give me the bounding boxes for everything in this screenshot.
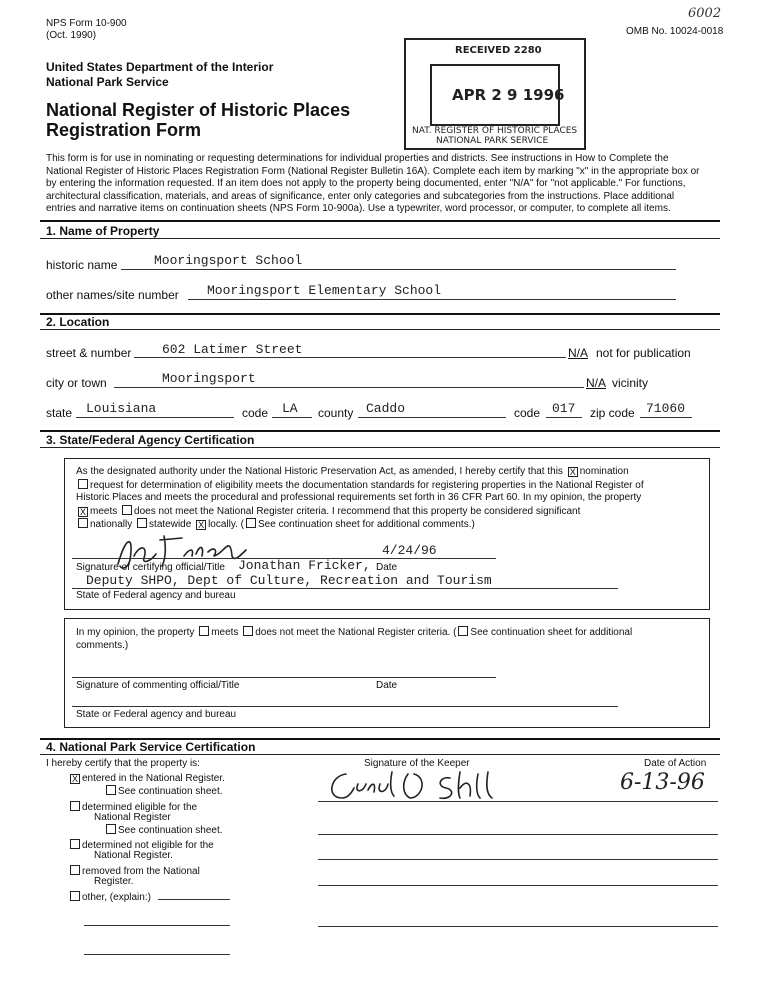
meets-checkbox[interactable]: X	[79, 506, 86, 517]
section2-bottom-rule	[40, 329, 720, 330]
action-date-value: 6-13-96	[620, 770, 705, 795]
omb-number: OMB No. 10024-0018	[626, 26, 724, 37]
state-line	[76, 417, 234, 418]
section3-bottom-rule	[40, 447, 720, 448]
vicinity-na: N/A	[586, 376, 607, 390]
section1-top-rule	[40, 220, 720, 222]
eligible-cont-option[interactable]: See continuation sheet.	[104, 824, 223, 837]
comment-date-label: Date	[376, 680, 398, 691]
signer-title: Deputy SHPO, Dept of Culture, Recreation and Tourism	[86, 573, 492, 588]
keeper-line-2	[318, 834, 718, 835]
other-explain-line-2	[84, 925, 230, 926]
other-explain-line	[158, 899, 230, 900]
other-explain-line-3	[84, 954, 230, 955]
comment-signature-label: Signature of commenting official/Title	[76, 680, 240, 691]
section3-heading: 3. State/Federal Agency Certification	[46, 433, 255, 447]
stamp-line1: NAT. REGISTER OF HISTORIC PLACES	[412, 126, 578, 136]
vicinity-label: vicinity	[612, 376, 649, 390]
street-value: 602 Latimer Street	[162, 342, 303, 357]
historic-name-value: Mooringsport School	[154, 253, 303, 268]
form-title-line2: Registration Form	[46, 120, 202, 140]
agency-name: National Park Service	[46, 75, 169, 89]
stamp-line2: NATIONAL PARK SERVICE	[436, 136, 549, 146]
keeper-line-3	[318, 859, 718, 860]
request-checkbox[interactable]	[78, 479, 88, 489]
section1-bottom-rule	[40, 238, 720, 239]
other-names-value: Mooringsport Elementary School	[207, 283, 442, 298]
agency-line	[72, 588, 618, 589]
keeper-line-4	[318, 885, 718, 886]
street-line	[134, 357, 566, 358]
city-line	[114, 387, 584, 388]
nationally-checkbox[interactable]	[78, 518, 88, 528]
keeper-line-5	[318, 926, 718, 927]
county-value: Caddo	[366, 401, 406, 416]
opinion-meets-checkbox[interactable]	[199, 626, 209, 636]
section4-heading: 4. National Park Service Certification	[46, 740, 256, 754]
zip-label: zip code	[590, 406, 635, 420]
section4-bottom-rule	[40, 754, 720, 755]
state-agency-label: State of Federal agency and bureau	[76, 590, 236, 601]
intro-paragraph: This form is for use in nominating or requesting determinations for individual properties and districts. See instructions in How to Complete the National Register of Historic Places Registration Form (National Register Bulletin 16A). Complete each item by marking "x" in the appropriate box or by entering the information requested. If an item does not apply to the property being documented, enter "N/A" for "not applicable." For functions, architectural classification, materials, and areas of significance, enter only categories and subcategories from the instructions. Place additional entries and narrative items on continuation sheets (NPS Form 10-900a). Use a typewriter, word processor, or computer, to complete all items.	[46, 153, 700, 214]
keeper-signature	[322, 764, 532, 806]
locally-checkbox[interactable]: X	[198, 520, 205, 530]
entered-cont-checkbox[interactable]	[106, 785, 116, 795]
removed-checkbox[interactable]	[70, 865, 80, 875]
comment-signature-line	[72, 677, 496, 678]
eligible-checkbox[interactable]	[70, 801, 80, 811]
state-value: Louisiana	[86, 401, 157, 416]
entered-checkbox[interactable]: X	[71, 774, 78, 784]
keeper-label: Signature of the Keeper	[364, 758, 470, 769]
zip-value: 71060	[646, 401, 686, 416]
form-number: NPS Form 10-900	[46, 18, 127, 29]
entered-option[interactable]: X entered in the National Register.	[71, 773, 225, 784]
county-code-line	[546, 417, 582, 418]
certifying-date-label: Date	[376, 562, 398, 573]
certification-text: As the designated authority under the National Historic Preservation Act, as amended, I hereby certify that this X nomination request for determination of eligibility meets the documentation standards for registering properties in the National Register of Historic Places and meets the procedural and professional requirements set forth in 36 CFR Part 60. In my opinion, the property X meets does not meet the National Register criteria. I recommend that this property be considered significant nationally statewide X locally. ( See continuation sheet for additional comments.)	[76, 466, 644, 530]
city-value: Mooringsport	[162, 371, 256, 386]
eligible-option-line2: National Register	[94, 812, 171, 823]
removed-option[interactable]: removed from the National	[68, 865, 200, 878]
certify-label: I hereby certify that the property is:	[46, 758, 200, 769]
historic-name-label: historic name	[46, 258, 118, 272]
opinion-cont-sheet-checkbox[interactable]	[458, 626, 468, 636]
state-code-line	[272, 417, 312, 418]
stamp-received: RECEIVED 2280	[455, 45, 542, 56]
other-checkbox[interactable]	[70, 891, 80, 901]
eligible-cont-checkbox[interactable]	[106, 824, 116, 834]
county-code-label: code	[514, 406, 541, 420]
not-eligible-checkbox[interactable]	[70, 839, 80, 849]
street-label: street & number	[46, 346, 132, 360]
form-title-line1: National Register of Historic Places	[46, 100, 351, 120]
county-label: county	[318, 406, 354, 420]
not-eligible-option-line2: National Register.	[94, 850, 173, 861]
historic-name-line	[121, 269, 676, 270]
other-option[interactable]: other, (explain:)	[68, 891, 151, 904]
entered-cont-option[interactable]: See continuation sheet.	[104, 785, 223, 798]
removed-option-line2: Register.	[94, 876, 134, 887]
comment-agency-label: State or Federal agency and bureau	[76, 709, 237, 720]
department-name: United States Department of the Interior	[46, 60, 274, 74]
opinion-does-not-meet-checkbox[interactable]	[243, 626, 253, 636]
county-code-value: 017	[552, 401, 576, 416]
not-for-publication-na: N/A	[568, 346, 589, 360]
eligible-option[interactable]: determined eligible for the	[68, 801, 197, 814]
certifying-date: 4/24/96	[382, 543, 437, 558]
keeper-line-1	[318, 801, 718, 802]
section1-heading: 1. Name of Property	[46, 224, 160, 238]
city-label: city or town	[46, 376, 107, 390]
opinion-text: In my opinion, the property meets does not meet the National Register criteria. ( See continuation sheet for additional comments.)	[76, 627, 633, 651]
signer-name: Jonathan Fricker,	[238, 558, 371, 573]
zip-line	[640, 417, 692, 418]
state-label: state	[46, 406, 73, 420]
does-not-meet-checkbox[interactable]	[122, 505, 132, 515]
state-code-label: code	[242, 406, 269, 420]
other-names-line	[188, 299, 676, 300]
stamp-date: APR 2 9 1996	[452, 86, 565, 104]
section3-top-rule	[40, 430, 720, 432]
not-eligible-option[interactable]: determined not eligible for the	[68, 839, 214, 852]
section2-heading: 2. Location	[46, 315, 110, 329]
comment-agency-line	[72, 706, 618, 707]
handwritten-corner-number: 6002	[688, 6, 722, 21]
certifying-signature-label: Signature of certifying official/Title	[76, 562, 225, 573]
nomination-checkbox[interactable]: X	[569, 467, 576, 477]
not-for-publication-label: not for publication	[596, 346, 691, 360]
section2-top-rule	[40, 313, 720, 315]
form-date: (Oct. 1990)	[46, 30, 97, 41]
action-date-label: Date of Action	[644, 758, 707, 769]
state-code-value: LA	[282, 401, 298, 416]
other-names-label: other names/site number	[46, 288, 179, 302]
county-line	[358, 417, 506, 418]
